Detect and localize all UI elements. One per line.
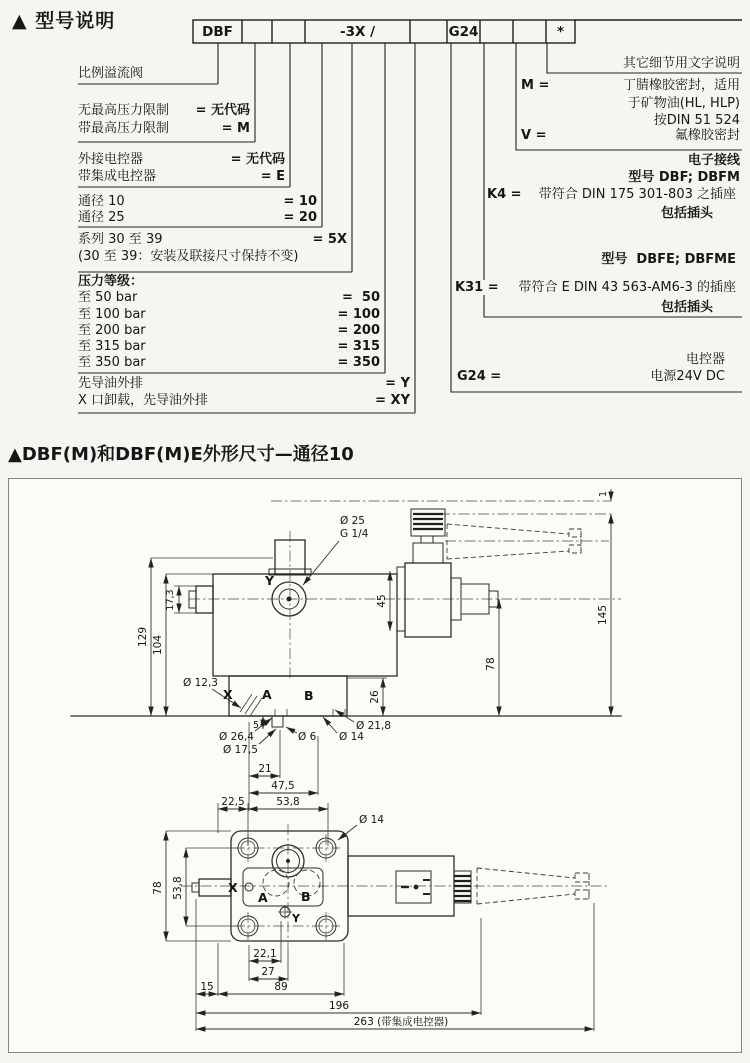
- dim-78-side: 78: [485, 657, 497, 671]
- y-port-center: [287, 597, 292, 602]
- dim-104: 104: [152, 634, 164, 656]
- key-V: V =: [521, 128, 547, 143]
- row-drainY-code: = Y: [385, 376, 410, 391]
- label-d25: Ø 25: [340, 515, 365, 527]
- solenoid: [405, 563, 451, 637]
- x-port-hatch: [240, 694, 262, 716]
- y-port-cross: [278, 905, 292, 919]
- knob-top-view: [199, 879, 231, 896]
- row-p100-code: = 100: [337, 307, 380, 322]
- row-p50-label: 至 50 bar: [78, 290, 138, 305]
- dim-17-3: 17,3: [165, 589, 176, 611]
- port-y-top: Y: [292, 912, 300, 925]
- dim-27: 27: [261, 966, 275, 978]
- dimension-texts: [137, 491, 609, 1028]
- code-box-limit: [242, 22, 272, 42]
- port-a-side: A: [262, 687, 272, 702]
- port-stud: [272, 716, 283, 727]
- key-K31: K31 =: [455, 280, 499, 295]
- dim-89: 89: [274, 981, 288, 993]
- row-size10-label: 通径 10: [78, 194, 125, 209]
- dim-5: 5: [252, 720, 259, 731]
- dim-78-top: 78: [152, 881, 164, 895]
- row-drainXY-code: = XY: [375, 393, 410, 408]
- label-y-side: Y: [265, 573, 275, 588]
- label-d14-side: Ø 14: [339, 731, 364, 743]
- code-box-seal: [513, 22, 546, 42]
- row-p350-code: = 350: [337, 355, 380, 370]
- row-series-label: 系列 30 至 39: [78, 232, 163, 247]
- port-a-top: A: [258, 890, 268, 905]
- dim-53-8-left: 53,8: [172, 876, 184, 900]
- left-knob: [196, 586, 213, 613]
- key-G24: G24 =: [457, 369, 502, 384]
- section2-title: ▲DBF(M)和DBF(M)E外形尺寸—通径10: [8, 444, 354, 465]
- k4-plug-hatched: [411, 509, 445, 536]
- row-nolimit-label: 无最高压力限制: [78, 103, 170, 118]
- mounting-face: [243, 868, 323, 906]
- seal-nbr-2: 于矿物油(HL, HLP): [627, 96, 740, 111]
- dimension-drawing: [9, 479, 741, 1052]
- cable-plug-dashed-side: [447, 524, 581, 559]
- code-box-drain: [410, 22, 447, 42]
- row-size25-code: = 20: [283, 210, 317, 225]
- dimension-lines: [151, 489, 611, 1029]
- row-intamp-label: 带集成电控器: [78, 169, 157, 184]
- k31-incl: 包括插头: [660, 300, 713, 315]
- row-p200-code: = 200: [337, 323, 380, 338]
- k4-incl: 包括插头: [660, 206, 713, 221]
- valve-body: [213, 574, 397, 676]
- port-ticks: [275, 709, 345, 716]
- section1-title: ▲ 型号说明: [12, 10, 116, 32]
- row-p200-label: 至 200 bar: [78, 323, 146, 338]
- drawing-panel: [8, 478, 742, 1053]
- x-port-hole: [245, 883, 253, 891]
- row-drainXY-label: X 口卸载，先导油外排: [78, 393, 209, 408]
- seal-nbr-1: 丁腈橡胶密封，适用: [622, 78, 740, 93]
- row-p315-label: 至 315 bar: [78, 339, 146, 354]
- row-p100-label: 至 100 bar: [78, 307, 146, 322]
- mounting-flange: [229, 676, 347, 716]
- code-box-plug: [480, 22, 513, 42]
- corrugation-top: [454, 871, 471, 903]
- row-extamp-label: 外接电控器: [78, 152, 144, 167]
- dim-1: 1: [598, 490, 609, 498]
- dim-196: 196: [328, 1000, 350, 1012]
- row-p315-code: = 315: [337, 339, 380, 354]
- row-limit-label: 带最高压力限制: [78, 121, 170, 136]
- dim-53-8-top: 53,8: [276, 796, 300, 808]
- models-dbf: 型号 DBF; DBFM: [628, 170, 740, 185]
- row-drainY-label: 先导油外排: [78, 376, 144, 391]
- key-M: M =: [521, 78, 550, 93]
- knob-nub-top: [192, 883, 199, 892]
- label-d26-4: Ø 26,4: [219, 731, 254, 743]
- dim-45: 45: [376, 594, 388, 608]
- dim-145: 145: [597, 604, 609, 626]
- port-b-top: B: [301, 889, 311, 904]
- dim-129: 129: [137, 626, 149, 648]
- port-x-top: X: [228, 880, 238, 895]
- key-K4: K4 =: [487, 187, 522, 202]
- label-d12-3: Ø 12,3: [183, 677, 218, 689]
- dim-21: 21: [258, 763, 272, 775]
- row-intamp-code: = E: [260, 169, 285, 184]
- code-box-type: DBF: [202, 24, 233, 40]
- row-series-note: (30 至 39：安装及联接尺寸保持不变): [78, 249, 299, 264]
- connector-pins: [421, 536, 433, 543]
- label-d21-8: Ø 21,8: [356, 720, 391, 732]
- code-box-voltage: G24: [448, 24, 479, 40]
- row-nolimit-code: = 无代码: [195, 103, 250, 118]
- connector-marks: [423, 880, 430, 894]
- row-p350-label: 至 350 bar: [78, 355, 146, 370]
- k31-text: 带符合 E DIN 43 563-AM6-3 的插座: [518, 280, 736, 295]
- label-d17-5: Ø 17,5: [223, 744, 258, 756]
- label-g14: G 1/4: [340, 528, 369, 540]
- dim-263: 263 (带集成电控器): [353, 1016, 449, 1028]
- connector-block: [413, 543, 443, 563]
- elec-title: 电子接线: [687, 153, 740, 168]
- row-pressure-header: 压力等级：: [78, 274, 144, 289]
- row-valve-label: 比例溢流阀: [78, 66, 144, 81]
- label-d14-top: Ø 14: [359, 814, 384, 826]
- note-star: 其它细节用文字说明: [622, 56, 740, 71]
- main-port-center: [286, 859, 290, 863]
- dim-22-5: 22,5: [221, 796, 245, 808]
- seal-nbr-3: 按DIN 51 524: [653, 113, 740, 128]
- port-b-side: B: [304, 688, 314, 703]
- dim-26: 26: [369, 690, 381, 704]
- centerlines: [181, 501, 621, 949]
- code-box-series: -3X /: [339, 24, 376, 40]
- side-view: [71, 509, 621, 727]
- label-d6: Ø 6: [298, 731, 317, 743]
- left-knob-nub: [189, 591, 196, 608]
- dim-22-1: 22,1: [253, 948, 277, 960]
- models-dbfe: 型号 DBFE; DBFME: [601, 252, 736, 267]
- port-x-side: X: [223, 687, 233, 702]
- seal-fkm: 氟橡胶密封: [674, 128, 740, 143]
- code-box-amp: [272, 22, 305, 42]
- extension-lines: [151, 558, 594, 1031]
- dim-15: 15: [200, 981, 214, 993]
- row-limit-code: = M: [221, 121, 250, 136]
- row-size10-code: = 10: [283, 194, 317, 209]
- row-p50-code: = 50: [341, 290, 380, 305]
- g24-text: 电源24V DC: [650, 369, 725, 384]
- row-extamp-code: = 无代码: [230, 152, 285, 167]
- code-box-star: *: [556, 24, 565, 40]
- row-size25-label: 通径 25: [78, 210, 125, 225]
- dim-47-5: 47,5: [271, 780, 295, 792]
- row-series-code: = 5X: [312, 232, 347, 247]
- controller-label: 电控器: [685, 352, 725, 367]
- k4-text: 带符合 DIN 175 301-803 之插座: [538, 187, 736, 202]
- connector-dot: [414, 885, 419, 890]
